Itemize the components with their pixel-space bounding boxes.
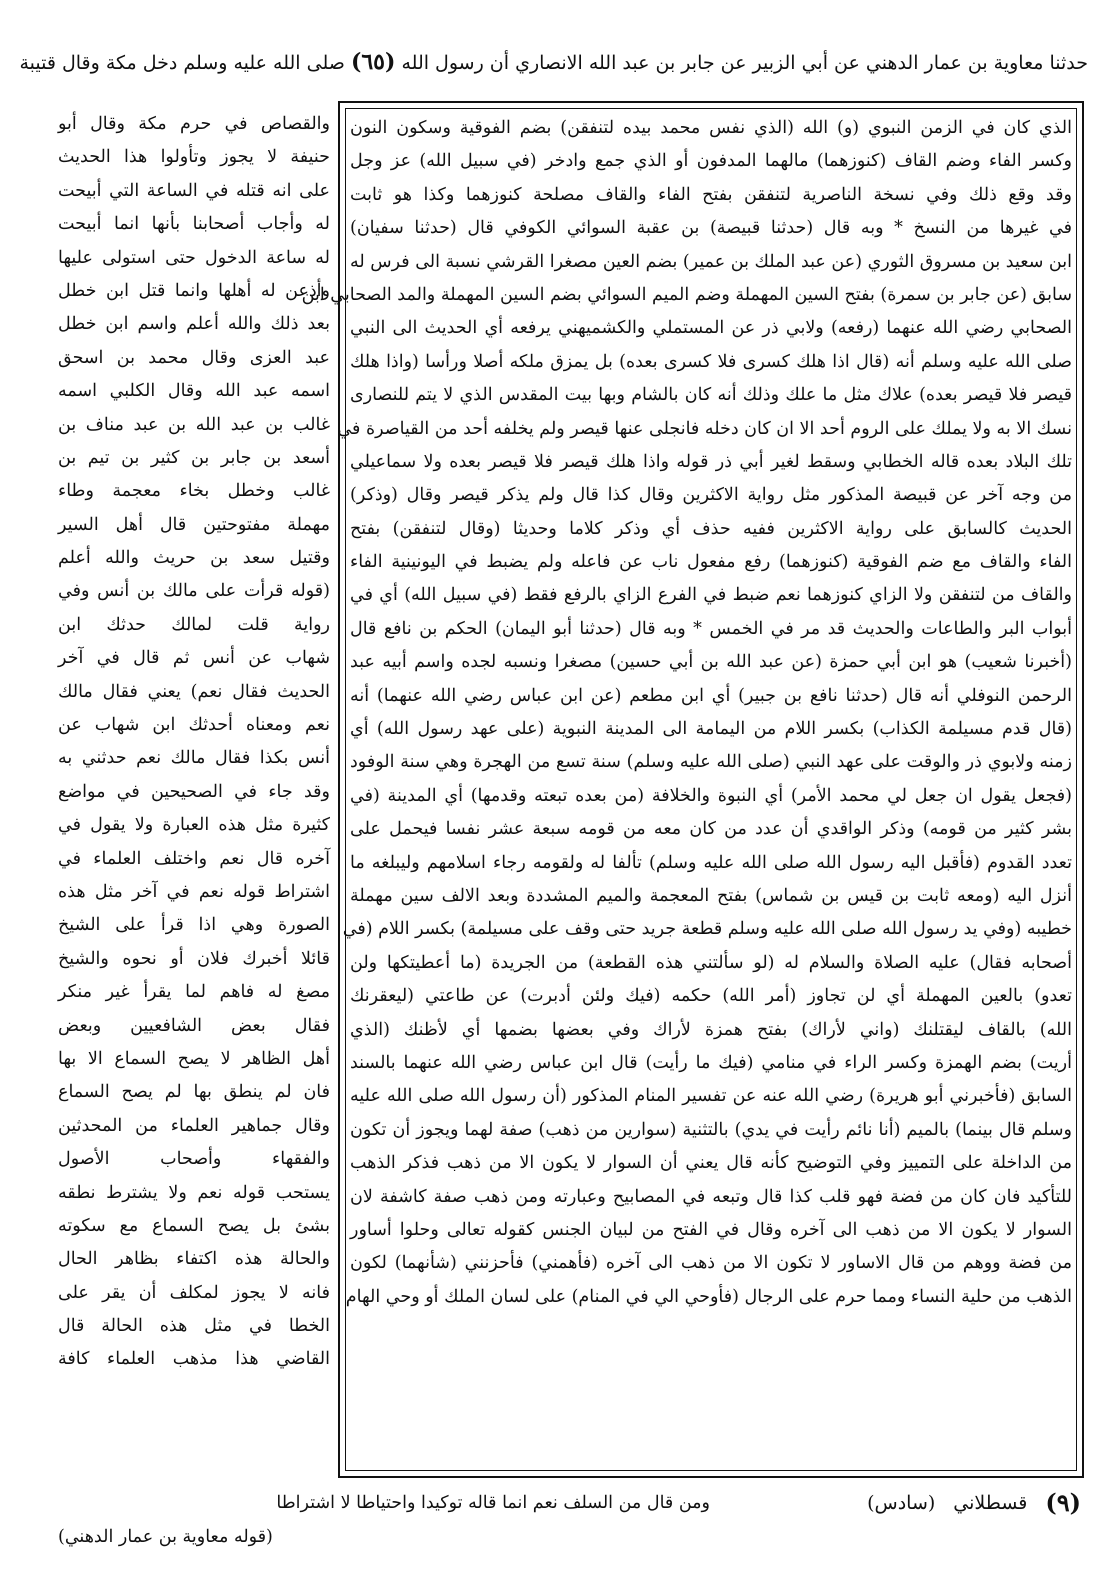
- side-text-line: فانه لا يجوز لمكلف أن يقر على: [58, 1282, 330, 1303]
- side-text-line: غالب وخطل بخاء معجمة وطاء: [58, 481, 330, 502]
- side-text-line: له وأجاب أصحابنا بأنها انما أبيحت: [58, 214, 330, 235]
- main-text-line: سابق (عن جابر بن سمرة) بفتح السين المهملة وضم الميم السوائي بضم السين المهملة والمد الصحابي ابن: [301, 284, 1072, 305]
- side-text-line: الحديث فقال نعم) يعني فقال مالك: [58, 681, 330, 702]
- main-commentary-column: [301, 112, 1073, 1472]
- side-text-line: وأذعن له أهلها وانما قتل ابن خطل: [58, 280, 330, 301]
- side-text-line: والقصاص في حرم مكة وقال أبو: [58, 114, 330, 134]
- side-text-line: أهل الظاهر لا يصح السماع الا بها: [58, 1048, 330, 1069]
- main-text-line: خطيبه (وفي يد رسول الله صلى الله عليه وسلم قطعة جريد حتى وقف على مسيلمة) بكسر اللام (في: [342, 919, 1072, 940]
- main-text-line: والقاف من لتنفقن ولا الزاي كنوزهما نعم ضبط في الفرع الزاي بالرفع فقط (في سبيل الله) أي في: [350, 585, 1072, 606]
- main-text-line: من فضة ووهم من قال الاساور لا تكون الا من ذهب الى آخره (فأهمني) فأحزنني (شأنهما) لكون: [350, 1253, 1072, 1274]
- main-text-line: صلى الله عليه وسلم أنه (قال اذا هلك كسرى فلا كسرى بعده) بل يمزق ملكه أصلا ورأسا (واذا هلك: [350, 351, 1072, 372]
- main-catchword-line: ومن قال من السلف نعم انما قاله توكيدا واحتياطا لا اشتراطا: [276, 1493, 710, 1513]
- page-number: (٦٥): [350, 49, 396, 75]
- side-text-line: حنيفة لا يجوز وتأولوا هذا الحديث: [58, 147, 330, 168]
- main-text-line: تعدو) بالعين المهملة أي لن تجاوز (أمر الله) حكمه (فيك ولئن أدبرت) عن طاعتي (ليعقرنك: [350, 986, 1072, 1007]
- side-text-line: بعد ذلك والله أعلم واسم ابن خطل: [58, 314, 330, 335]
- side-text-line: وقال جماهير العلماء من المحدثين: [58, 1115, 330, 1136]
- main-text-line: وكسر الفاء وضم القاف (كنوزهما) مالهما المدفون أو الذي جمع وادخر (في سبيل الله) عز وجل: [350, 151, 1072, 172]
- side-text-line: رواية قلت لمالك حدثك ابن: [58, 614, 330, 635]
- main-text-line: من وجه آخر عن قبيصة المذكور مثل رواية الاكثرين وقال كذا قال ولم يذكر قيصر وقال (وذكر): [350, 485, 1072, 506]
- signature-author: قسطلاني: [953, 1492, 1028, 1514]
- side-text-line: عبد العزى وقال محمد بن اسحق: [58, 347, 330, 368]
- main-text-line: الذهب من حلية النساء ومما حرم على الرجال (فأوحي الي في المنام) على لسان الملك أو وحي الهام: [345, 1286, 1072, 1307]
- main-text-line: وسلم قال بينما) بالميم (أنا نائم رأيت في يدي) بالتثنية (سوارين من ذهب) صفة لهما ويجوز أن تكون: [350, 1119, 1072, 1140]
- main-text-line: أصحابه فقال) عليه الصلاة والسلام له (لو سألتني هذه القطعة) من الجريدة (ما أعطيتكها ولن: [350, 952, 1072, 973]
- running-header: [19, 48, 1088, 77]
- side-catchword-line: (قوله معاوية بن عمار الدهني): [58, 1527, 273, 1547]
- side-text-line: القاضي هذا مذهب العلماء كافة: [58, 1349, 330, 1370]
- main-text-line: ابن سعيد بن مسروق الثوري (عن عبد الملك بن عمير) بضم العين مصغرا القرشي نسبة الى فرس له: [349, 251, 1072, 272]
- main-text-line: الفاء والقاف مع ضم الفوقية (كنوزهما) رفع مفعول ناب عن فاعله ولم يضبط في اليونينية الفاء: [350, 552, 1072, 573]
- signature-number: (٩): [1045, 1488, 1081, 1517]
- main-text-line: السابق (فأخبرني أبو هريرة) رضي الله عنه عن تفسير المنام المذكور (أن رسول الله صلى الله عليه: [350, 1086, 1072, 1107]
- side-text-line: نعم ومعناه أحدثك ابن شهاب عن: [58, 715, 330, 736]
- main-text-line: أنزل اليه (ومعه ثابت بن قيس بن شماس) بفتح المعجمة والميم المشددة وبعد الالف سين مهملة: [350, 885, 1072, 906]
- side-text-line: والحالة هذه اكتفاء بظاهر الحال: [58, 1249, 330, 1270]
- header-text-left: صلى الله عليه وسلم دخل مكة وقال قتيبة: [19, 52, 345, 74]
- main-text-line: السوار لا يكون الا من ذهب الى آخره وقال في الفتح من لبيان الجنس كقوله تعالى وحلوا أساور: [350, 1219, 1072, 1240]
- main-text-line: تلك البلاد بعده قاله الخطابي وسقط لغير أبي ذر قوله واذا هلك قيصر فلا قيصر بعده ولا سماعيلي: [350, 451, 1072, 472]
- printer-signature: [867, 1488, 1081, 1518]
- main-text-line: وقد وقع ذلك وفي نسخة الناصرية لتنفقن بفتح الفاء والقاف مصلحة كنوزهما وكذا هو ثابت: [350, 184, 1072, 205]
- side-text-line: والفقهاء وأصحاب الأصول: [58, 1149, 330, 1170]
- main-text-line: بشر كثير من قومه) وذكر الواقدي أن عدد من كان معه من قومه سبعة عشر نفسا فيحمل على: [350, 819, 1072, 840]
- side-text-line: (قوله قرأت على مالك بن أنس وفي: [58, 581, 330, 602]
- main-text-line: الله) بالقاف ليقتلنك (واني لأراك) بفتح همزة لأراك وفي بعضها بضمها أي لأظنك (الذي: [350, 1019, 1072, 1040]
- main-text-line: الذي كان في الزمن النبوي (و) الله (الذي نفس محمد بيده لتنفقن) بضم الفوقية وسكون النون: [350, 118, 1072, 138]
- main-text-line: زمنه ولابوي ذر والوقت على عهد النبي (صلى الله عليه وسلم) سنة تسع من الهجرة وهي سنة الوفود: [350, 752, 1072, 773]
- side-text-line: شهاب عن أنس ثم قال في آخر: [58, 648, 330, 669]
- side-text-line: وقتيل سعد بن حريث والله أعلم: [58, 548, 330, 569]
- side-text-line: غالب بن عبد الله بن عبد مناف بن: [58, 414, 330, 435]
- main-text-line: الحديث كالسابق على رواية الاكثرين ففيه حذف أي وذكر كلاما وحديثا (وقال لتنفقن) بفتح: [350, 518, 1072, 539]
- side-text-line: فقال بعض الشافعيين وبعض: [58, 1015, 330, 1036]
- main-text-line: نسك الا به ولا يملك على الروم أحد الا ان كان دخله فانجلى عنها قيصر ولم يخلفه أحد من القياصرة في: [337, 418, 1072, 439]
- main-text-line: تعدد القدوم (فأقبل اليه رسول الله صلى الله عليه وسلم) تألفا له ولقومه رجاء اسلامهم وليبلغه ما: [350, 852, 1072, 873]
- side-text-line: كثيرة مثل هذه العبارة ولا يقول في: [58, 815, 330, 836]
- main-text-line: قيصر فلا قيصر بعده) علاك مثل ما علك وذلك أنه كان بالشام وبها بيت المقدس الذي لا يتم للنصارى: [350, 385, 1072, 406]
- main-text-line: (أخبرنا شعيب) هو ابن أبي حمزة (عن عبد الله بن أبي حسين) مصغرا ونسبه لجده واسم أبيه عبد: [350, 652, 1072, 673]
- header-text-right: حدثنا معاوية بن عمار الدهني عن أبي الزبير عن جابر بن عبد الله الانصاري أن رسول الله: [401, 52, 1088, 74]
- side-text-line: مهملة مفتوحتين قال أهل السير: [58, 514, 330, 535]
- side-text-line: قائلا أخبرك فلان أو نحوه والشيخ: [58, 948, 330, 969]
- main-text-line: أريت) بضم الهمزة وكسر الراء في منامي (فيك ما رأيت) قال ابن عباس رضي الله عنهما بالسند: [350, 1052, 1072, 1073]
- main-text-line: الصحابي رضي الله عنهما (رفعه) ولابي ذر عن المستملي والكشميهني يرفعه أي الحديث الى النبي: [350, 318, 1072, 339]
- side-text-line: فان لم ينطق بها لم يصح السماع: [58, 1082, 330, 1103]
- side-text-line: بشئ بل يصح السماع مع سكوته: [58, 1215, 330, 1236]
- main-text-line: من الداخلة على التمييز وفي التوضيح كأنه قال يعني أن السوار لا يكون الا من ذهب فذكر الذهب: [350, 1153, 1072, 1174]
- main-text-line: الرحمن النوفلي أنه قال (حدثنا نافع بن جبير) أي ابن مطعم (عن ابن عباس رضي الله عنهما) أنه: [350, 685, 1072, 706]
- side-text-line: أنس بكذا فقال مالك نعم حدثني به: [58, 748, 330, 769]
- side-text-line: له ساعة الدخول حتى استولى عليها: [58, 247, 330, 268]
- main-text-line: في غيرها من النسخ * وبه قال (حدثنا قبيصة) بن عقبة السوائي الكوفي قال (حدثنا سفيان): [350, 218, 1072, 239]
- main-text-line: (قال قدم مسيلمة الكذاب) بكسر اللام من اليمامة الى المدينة النبوية (على عهد رسول الله) أي: [350, 719, 1073, 740]
- main-text-line: أبواب البر والطاعات والحديث قد مر في الخمس * وبه قال (حدثنا أبو اليمان) الحكم بن نافع قال: [350, 618, 1072, 639]
- side-text-line: الصورة وهي اذا قرأ على الشيخ: [58, 915, 330, 936]
- main-text-line: للتأكيد فان كان من فضة فهو قلب كذا قال وتبعه في المصابيح وعبارته ومن ذهب صفة كاشفة لان: [350, 1186, 1072, 1207]
- side-text-line: على انه قتله في الساعة التي أبيحت: [58, 180, 330, 201]
- side-text-line: أسعد بن جابر بن كثير بن تيم بن: [58, 447, 330, 468]
- side-text-line: مصغ له فاهم لما يقرأ غير منكر: [58, 982, 330, 1003]
- signature-volume: (سادس): [867, 1492, 936, 1514]
- side-text-line: آخره قال نعم واختلف العلماء في: [58, 848, 330, 869]
- side-text-line: يستحب قوله نعم ولا يشترط نطقه: [58, 1182, 330, 1203]
- side-text-line: الخطا في مثل هذه الحالة قال: [58, 1316, 330, 1337]
- main-text-line: (فجعل يقول ان جعل لي محمد الأمر) أي النبوة والخلافة (من بعده تبعته وقدمها) أي المدينة (في: [350, 785, 1072, 806]
- side-text-line: وقد جاء في الصحيحين في مواضع: [58, 781, 330, 802]
- side-text-line: اشتراط قوله نعم في آخر مثل هذه: [58, 881, 330, 902]
- side-commentary-column: [58, 108, 330, 1483]
- side-text-line: اسمه عبد الله وقال الكلبي اسمه: [58, 381, 330, 402]
